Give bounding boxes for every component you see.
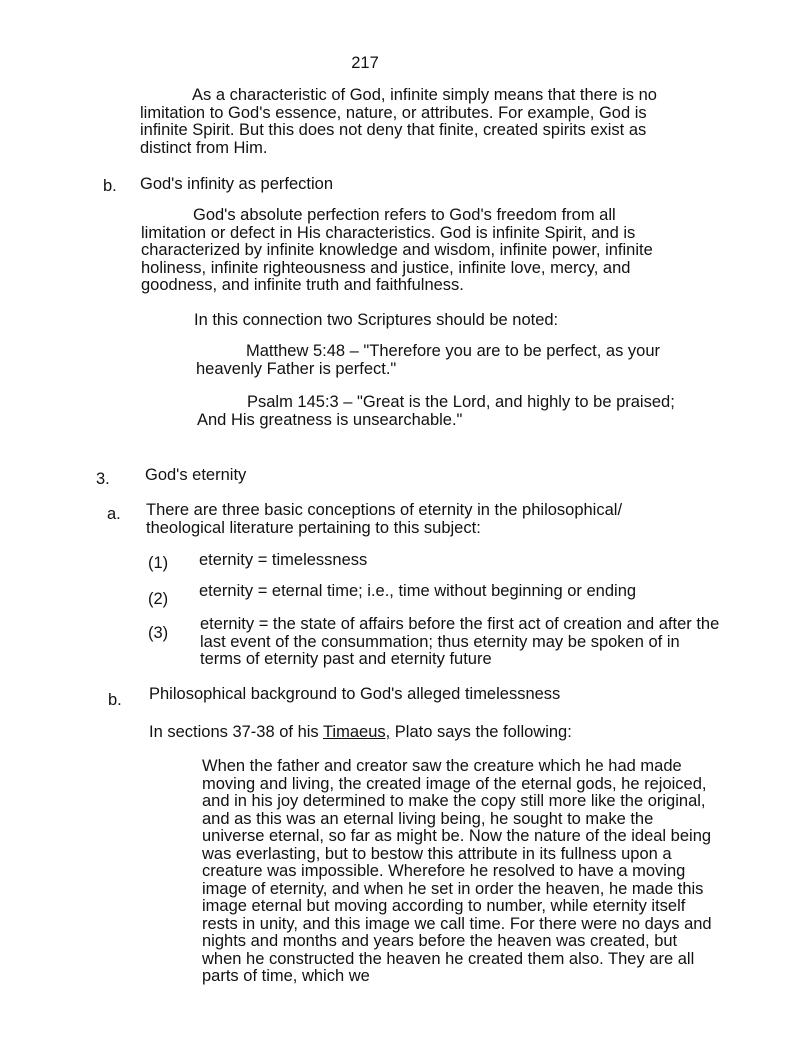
section-a-marker: a. [107, 505, 121, 523]
list-item-2-marker: (2) [148, 590, 169, 608]
paragraph-perfection: God's absolute perfection refers to God's freedom from all limitation or defect in His characteristics. God is infinite Spirit, and is characterized by infinite knowledge and wisdom, infinite power, infinite holiness, infinite righteousness and justice, infinite love, mercy, and goodness, and infinite truth and faithfulness. [141, 206, 653, 294]
timaeus-title: Timaeus, [322, 723, 391, 741]
section-3-marker: 3. [96, 470, 110, 488]
section-b2-heading: Philosophical background to God's alleged timelessness [149, 685, 561, 703]
quote-psalm: Psalm 145:3 – "Great is the Lord, and highly to be praised; And His greatness is unsearchable." [197, 393, 675, 429]
quote-matthew: Matthew 5:48 – "Therefore you are to be perfect, as your heavenly Father is perfect." [196, 342, 660, 378]
list-item-2-text: eternity = eternal time; i.e., time without beginning or ending [199, 582, 637, 600]
section-3-heading: God's eternity [145, 466, 247, 484]
page-number: 217 [351, 54, 379, 72]
paragraph-infinite: As a characteristic of God, infinite simply means that there is no limitation to God's essence, nature, or attributes. For example, God is infinite Spirit. But this does not deny that finite, created spirits exist as distinct from Him. [140, 86, 657, 157]
paragraph-timaeus [149, 724, 709, 742]
timaeus-intro: In sections 37-38 of his [149, 723, 323, 741]
list-item-3-text: eternity = the state of affairs before the first act of creation and after the last event of the consummation; thus eternity may be spoken of in terms of eternity past and eternity future [200, 615, 720, 668]
section-b2-marker: b. [108, 691, 122, 709]
section-a-text: There are three basic conceptions of eternity in the philosophical/ theological literature pertaining to this subject: [146, 501, 623, 537]
timaeus-tail: Plato says the following: [390, 723, 572, 741]
list-item-3-marker: (3) [148, 624, 169, 642]
list-item-1-text: eternity = timelessness [199, 551, 368, 569]
section-b1-heading: God's infinity as perfection [140, 175, 333, 193]
quote-plato: When the father and creator saw the creature which he had made moving and living, the created image of the eternal gods, he rejoiced, and in his joy determined to make the copy still more like the original, and as this was an eternal living being, he sought to make the universe eternal, so far as might be. Now the nature of the ideal being was everlasting, but to bestow this attribute in its fullness upon a creature was impossible. Wherefore he resolved to have a moving image of eternity, and when he set in order the heaven, he made this image eternal but moving according to number, while eternity itself rests in unity, and this image we call time. For there were no days and nights and months and years before the heaven was created, but when he constructed the heaven he created them also. They are all parts of time, which we [202, 757, 712, 985]
list-item-1-marker: (1) [148, 554, 169, 572]
section-b1-marker: b. [103, 177, 117, 195]
paragraph-connection: In this connection two Scriptures should be noted: [194, 311, 559, 329]
